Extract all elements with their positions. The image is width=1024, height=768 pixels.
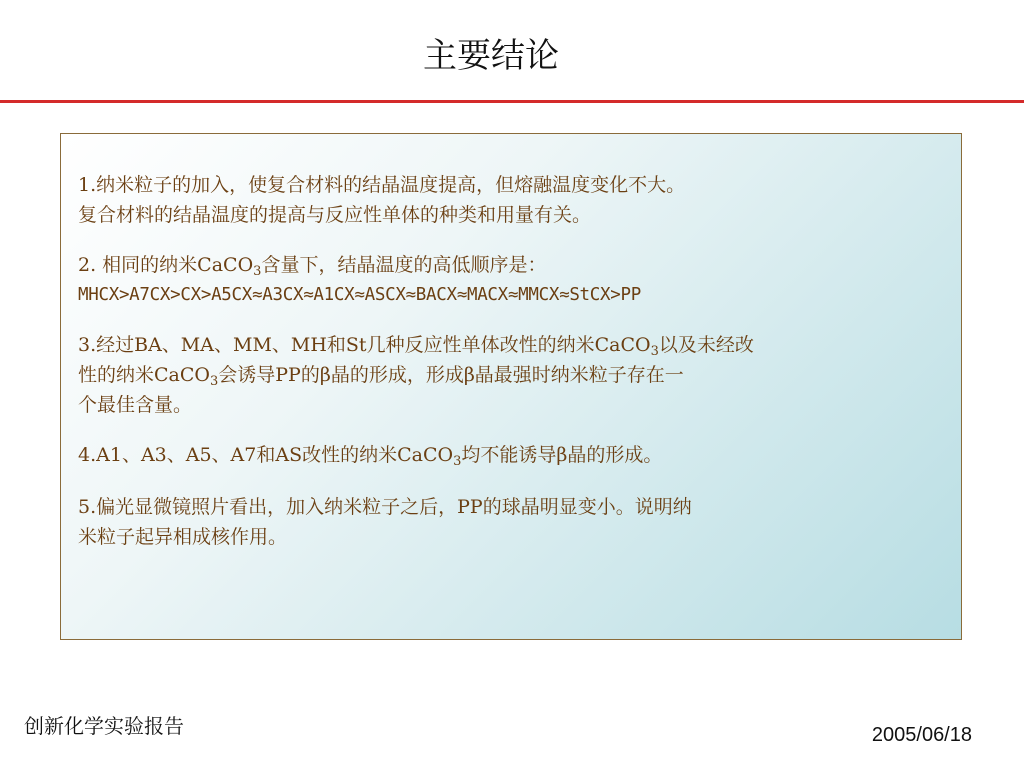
conclusion-3-line-1-pre: 3.经过BA、MA、MM、MH和St几种反应性单体改性的纳米CaCO [78,334,651,356]
conclusion-4-text-post: 均不能诱导β晶的形成。 [461,444,663,466]
conclusion-2-line-1 [78,250,948,280]
footer-date: 2005/06/18 [871,724,972,746]
conclusion-3-line-2-subscript: 3 [209,374,219,389]
conclusion-2-text-post: 含量下，结晶温度的高低顺序是： [261,254,547,276]
conclusion-5-line-1: 5.偏光显微镜照片看出，加入纳米粒子之后，PP的球晶明显变小。说明纳 [78,496,692,518]
conclusion-3-line-3: 个最佳含量。 [78,394,193,416]
footer-report-name: 创新化学实验报告 [24,714,184,738]
conclusion-3-line-1-subscript: 3 [650,344,659,359]
page-title: 主要结论 [423,36,559,76]
title-divider [0,100,1024,103]
conclusion-4-subscript: 3 [453,454,462,469]
conclusion-5-line-2: 米粒子起异相成核作用。 [78,526,288,548]
conclusion-4-text-pre: 4.A1、A3、A5、A7和AS改性的纳米CaCO [78,444,454,466]
conclusion-item-4 [78,440,948,470]
conclusion-3-line-2 [78,360,948,390]
conclusion-2-subscript: 3 [253,264,262,279]
conclusion-1-line-2: 复合材料的结晶温度的提高与反应性单体的种类和用量有关。 [78,204,592,226]
conclusion-4-line-1 [78,440,948,470]
conclusion-3-line-1-post: 以及未经改 [658,334,754,356]
conclusion-item-5 [78,492,948,552]
conclusion-3-line-2-pre: 性的纳米CaCO [78,364,210,386]
conclusion-3-line-1 [78,330,948,360]
conclusion-3-line-2-post: 会诱导PP的β晶的形成，形成β晶最强时纳米粒子存在一 [218,364,684,386]
conclusion-2-text-pre: 2. 相同的纳米CaCO [78,254,254,276]
conclusion-item-2 [78,250,948,310]
conclusion-2-formula: MHCX>A7CX>CX>A5CX≈A3CX≈A1CX≈ASCX≈BACX≈MACX≈MMCX≈StCX>PP [78,285,641,305]
conclusion-item-3 [78,330,948,420]
conclusion-item-1 [78,170,948,230]
conclusions-content [78,170,948,572]
conclusion-1-line-1: 1.纳米粒子的加入，使复合材料的结晶温度提高，但熔融温度变化不大。 [78,174,686,196]
